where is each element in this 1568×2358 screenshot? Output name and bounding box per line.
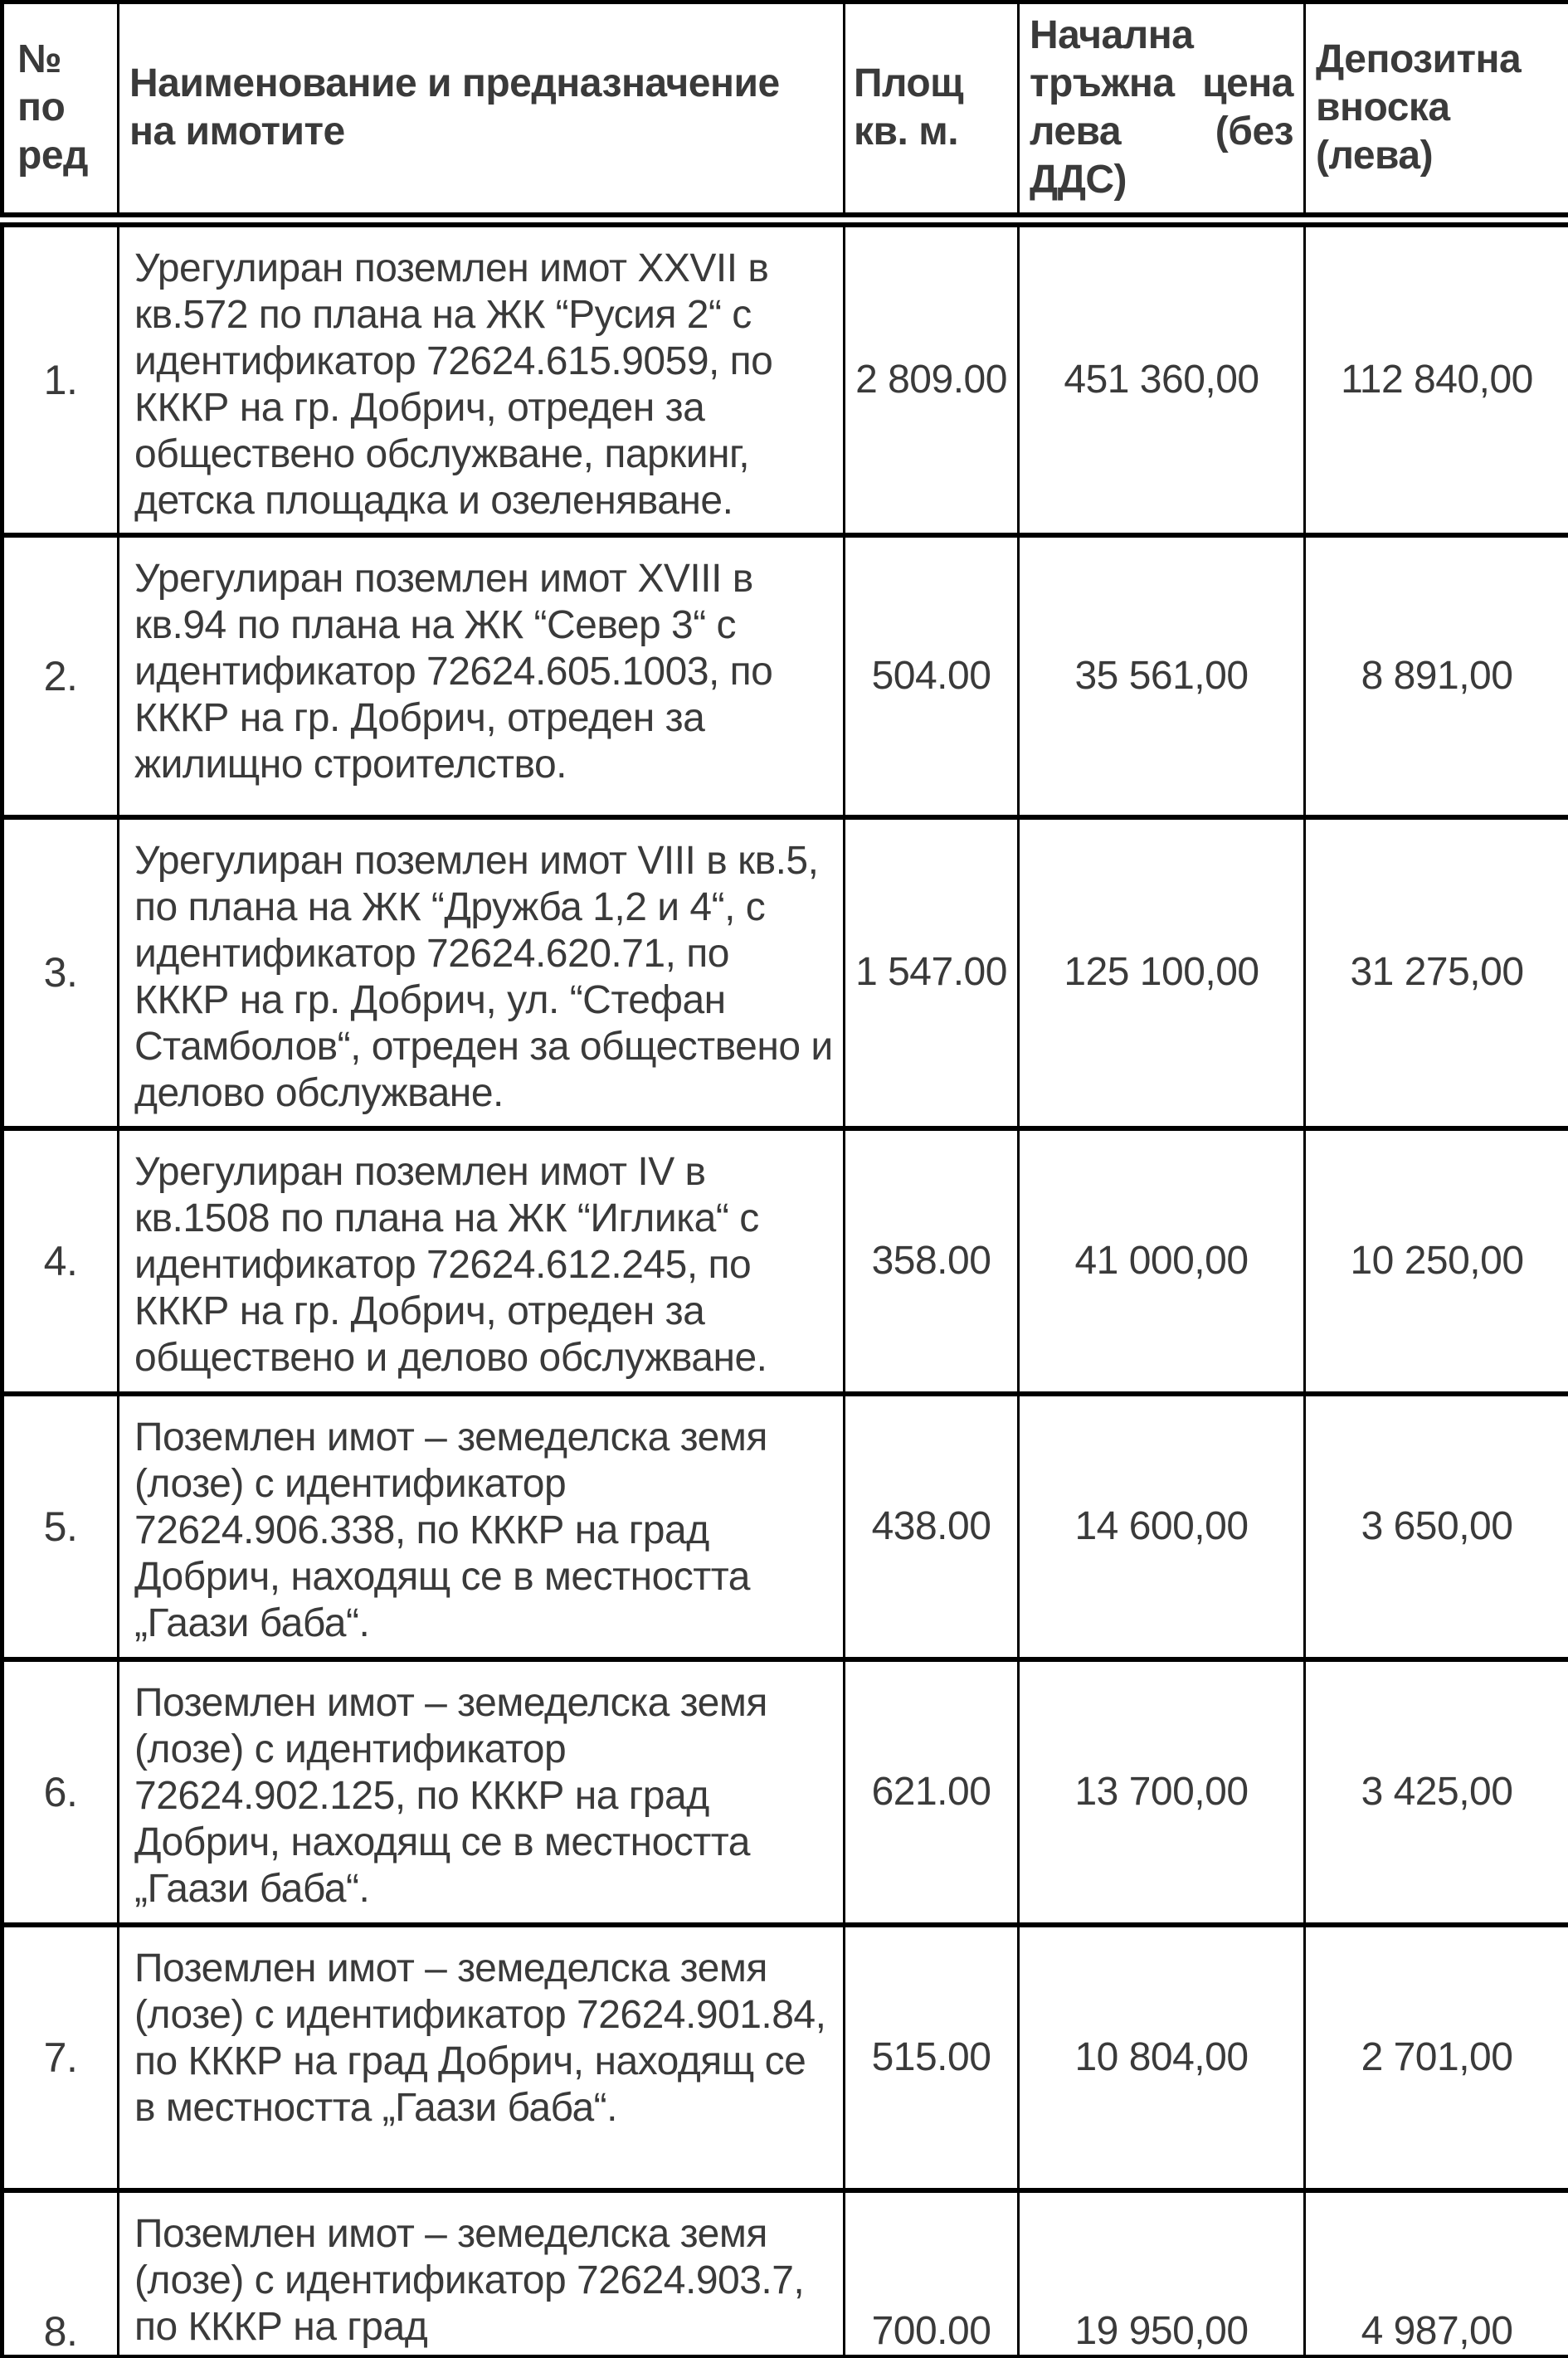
header-area: Площ кв. м. bbox=[845, 2, 1019, 220]
area-cell: 515.00 bbox=[845, 1925, 1019, 2190]
table-body bbox=[2, 220, 1568, 2358]
deposit-cell: 112 840,00 bbox=[1305, 220, 1568, 535]
row-number-cell: 8. bbox=[2, 2190, 119, 2358]
table-row bbox=[2, 1394, 1568, 1659]
table-row bbox=[2, 1925, 1568, 2190]
starting-price-cell: 19 950,00 bbox=[1019, 2190, 1305, 2358]
row-number-cell: 3. bbox=[2, 817, 119, 1128]
header-row-number: № по ред bbox=[2, 2, 119, 220]
header-property-name: Наименование и предназначение на имотите bbox=[119, 2, 845, 220]
table-row bbox=[2, 2190, 1568, 2358]
table-row bbox=[2, 535, 1568, 817]
starting-price-cell: 41 000,00 bbox=[1019, 1128, 1305, 1394]
row-number-cell: 6. bbox=[2, 1659, 119, 1925]
deposit-cell: 3 650,00 bbox=[1305, 1394, 1568, 1659]
area-cell: 504.00 bbox=[845, 535, 1019, 817]
screenshot-bottom-cut-line bbox=[0, 2355, 1568, 2358]
starting-price-cell: 451 360,00 bbox=[1019, 220, 1305, 535]
area-cell: 438.00 bbox=[845, 1394, 1019, 1659]
area-cell: 358.00 bbox=[845, 1128, 1019, 1394]
table-row bbox=[2, 1659, 1568, 1925]
starting-price-cell: 10 804,00 bbox=[1019, 1925, 1305, 2190]
row-number-cell: 7. bbox=[2, 1925, 119, 2190]
starting-price-cell: 35 561,00 bbox=[1019, 535, 1305, 817]
table-row bbox=[2, 1128, 1568, 1394]
property-description-cell: Урегулиран поземлен имот XXVII в кв.572 по плана на ЖК “Русия 2“ с идентификатор 72624.615.9059, по КККР на гр. Добрич, отреден за обществено обслужване, паркинг, детска площадка и озеленяване. bbox=[119, 220, 845, 535]
area-cell: 1 547.00 bbox=[845, 817, 1019, 1128]
table-header bbox=[2, 2, 1568, 220]
table-row bbox=[2, 220, 1568, 535]
row-number-cell: 5. bbox=[2, 1394, 119, 1659]
deposit-cell: 4 987,00 bbox=[1305, 2190, 1568, 2358]
area-cell: 2 809.00 bbox=[845, 220, 1019, 535]
property-description-cell: Урегулиран поземлен имот VIII в кв.5, по плана на ЖК “Дружба 1,2 и 4“, с идентификатор 72624.620.71, по КККР на гр. Добрич, ул. “Стефан Стамболов“, отреден за обществено и делово обслужване. bbox=[119, 817, 845, 1128]
property-description-cell: Поземлен имот – земеделска земя (лозе) с идентификатор 72624.902.125, по КККР на град Добрич, находящ се в местността „Гаази баба“. bbox=[119, 1659, 845, 1925]
area-cell: 621.00 bbox=[845, 1659, 1019, 1925]
property-description-cell: Поземлен имот – земеделска земя (лозе) с идентификатор 72624.903.7, по КККР на град bbox=[119, 2190, 845, 2358]
property-description-cell: Урегулиран поземлен имот IV в кв.1508 по плана на ЖК “Иглика“ с идентификатор 72624.612.245, по КККР на гр. Добрич, отреден за обществено и делово обслужване. bbox=[119, 1128, 845, 1394]
table-row bbox=[2, 817, 1568, 1128]
deposit-cell: 10 250,00 bbox=[1305, 1128, 1568, 1394]
deposit-cell: 8 891,00 bbox=[1305, 535, 1568, 817]
starting-price-cell: 125 100,00 bbox=[1019, 817, 1305, 1128]
header-row bbox=[2, 2, 1568, 220]
property-description-cell: Урегулиран поземлен имот XVIII в кв.94 по плана на ЖК “Север 3“ с идентификатор 72624.605.1003, по КККР на гр. Добрич, отреден за жилищно строителство. bbox=[119, 535, 845, 817]
deposit-cell: 2 701,00 bbox=[1305, 1925, 1568, 2190]
starting-price-cell: 14 600,00 bbox=[1019, 1394, 1305, 1659]
deposit-cell: 31 275,00 bbox=[1305, 817, 1568, 1128]
starting-price-cell: 13 700,00 bbox=[1019, 1659, 1305, 1925]
deposit-cell: 3 425,00 bbox=[1305, 1659, 1568, 1925]
property-description-cell: Поземлен имот – земеделска земя (лозе) с идентификатор 72624.901.84, по КККР на град Добрич, находящ се в местността „Гаази баба“. bbox=[119, 1925, 845, 2190]
property-description-cell: Поземлен имот – земеделска земя (лозе) с идентификатор 72624.906.338, по КККР на град Добрич, находящ се в местността „Гаази баба“. bbox=[119, 1394, 845, 1659]
row-number-cell: 1. bbox=[2, 220, 119, 535]
row-number-cell: 4. bbox=[2, 1128, 119, 1394]
header-starting-price: Начална тръжна цена лева (без ДДС) bbox=[1019, 2, 1305, 220]
area-cell: 700.00 bbox=[845, 2190, 1019, 2358]
row-number-cell: 2. bbox=[2, 535, 119, 817]
header-deposit: Депозитна вноска (лева) bbox=[1305, 2, 1568, 220]
